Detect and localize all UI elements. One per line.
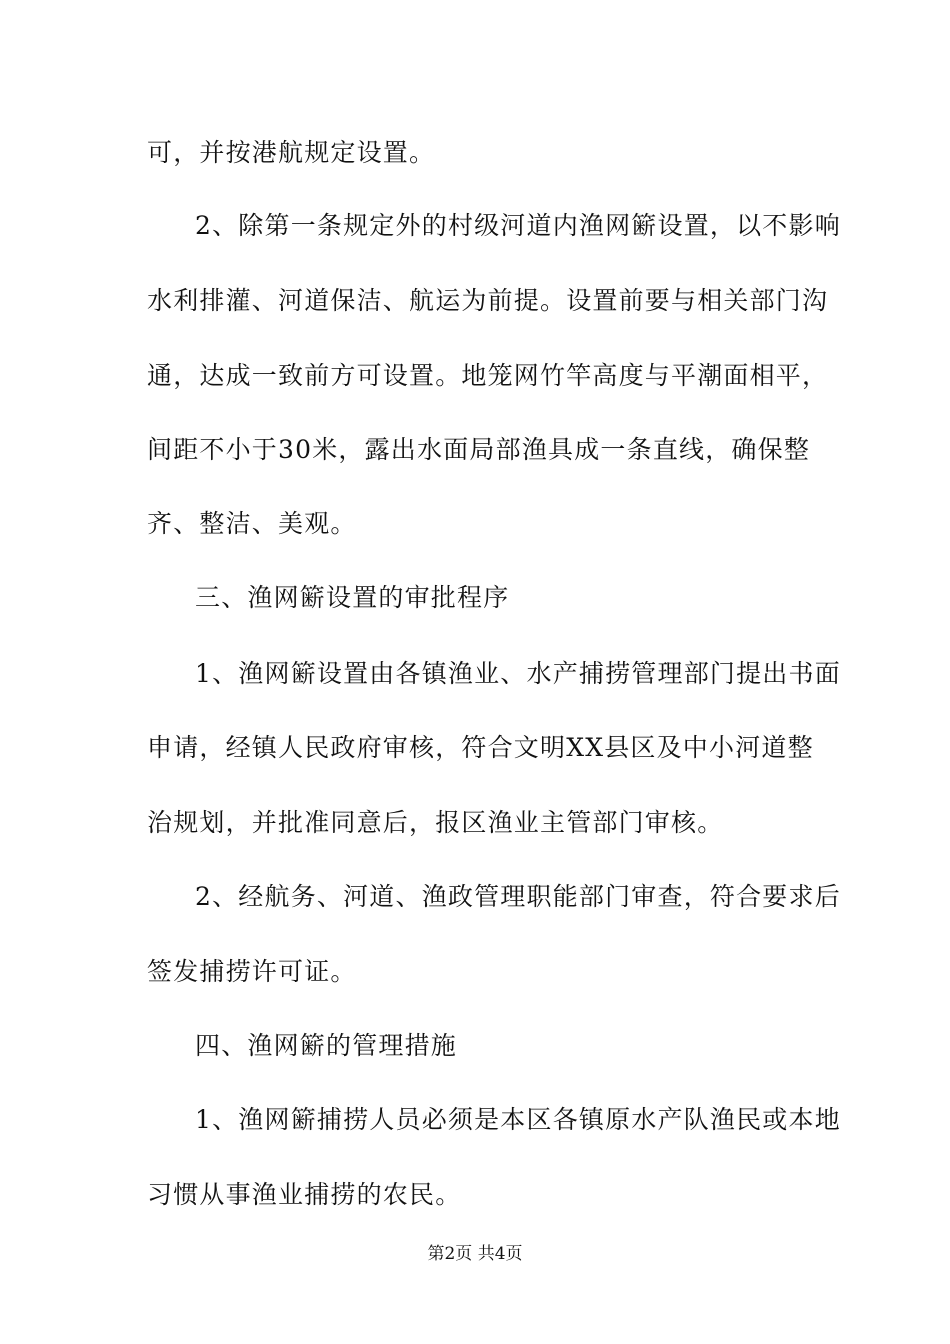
text-line-2: 2、除第一条规定外的村级河道内渔网簖设置，以不影响: [195, 211, 841, 240]
text-line-5: 间距不小于30米，露出水面局部渔具成一条直线，确保整: [147, 435, 811, 464]
text-line-4: 通，达成一致前方可设置。地笼网竹竿高度与平潮面相平，: [147, 361, 829, 390]
page-number-footer: 第2页 共4页: [427, 1244, 523, 1264]
text-line-3: 水利排灌、河道保洁、航运为前提。设置前要与相关部门沟: [147, 286, 829, 315]
text-line-14: 1、渔网簖捕捞人员必须是本区各镇原水产队渔民或本地: [195, 1105, 841, 1134]
text-line-12: 签发捕捞许可证。: [147, 957, 357, 986]
section-heading-4: 四、渔网簖的管理措施: [195, 1031, 458, 1060]
text-line-15: 习惯从事渔业捕捞的农民。: [147, 1180, 462, 1209]
text-line-9: 申请，经镇人民政府审核，符合文明XX县区及中小河道整: [147, 733, 814, 762]
text-line-1: 可，并按港航规定设置。: [147, 138, 436, 167]
text-line-11: 2、经航务、河道、渔政管理职能部门审查，符合要求后: [195, 882, 841, 911]
text-line-10: 治规划，并批准同意后，报区渔业主管部门审核。: [147, 808, 724, 837]
section-heading-3: 三、渔网簖设置的审批程序: [195, 583, 510, 612]
text-line-8: 1、渔网簖设置由各镇渔业、水产捕捞管理部门提出书面: [195, 659, 841, 688]
text-line-6: 齐、整洁、美观。: [147, 509, 357, 538]
